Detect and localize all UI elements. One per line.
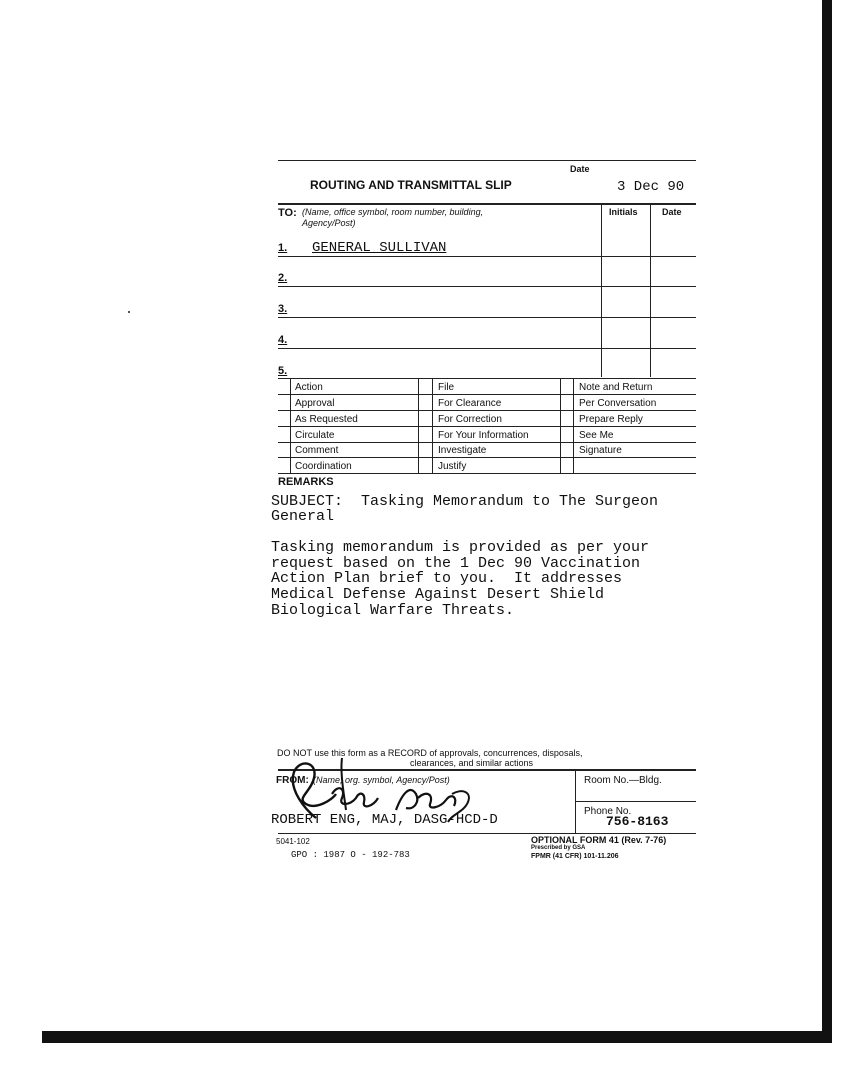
check-rule-6 xyxy=(278,473,696,474)
initials-column-header: Initials xyxy=(609,207,638,217)
slip-date: 3 Dec 90 xyxy=(617,179,685,195)
from-hint: (Name, org. symbol, Agency/Post) xyxy=(313,775,450,785)
body-line-1: Tasking memorandum is provided as per your xyxy=(271,539,650,556)
prescribed-by: Prescribed by GSA xyxy=(531,845,586,851)
row-rule-4 xyxy=(278,348,696,349)
initials-divider xyxy=(601,204,602,377)
date-divider xyxy=(650,204,651,377)
gpo-line: GPO : 1987 O - 192-783 xyxy=(291,850,410,860)
scan-border-right xyxy=(822,0,832,1040)
phone-number[interactable]: 756-8163 xyxy=(606,814,669,829)
row-rule-2 xyxy=(278,286,696,287)
check-item-see-me[interactable]: See Me xyxy=(579,430,614,441)
check-item-circulate[interactable]: Circulate xyxy=(295,430,335,441)
body-line-5: Biological Warfare Threats. xyxy=(271,602,515,619)
check-item-prepare-reply[interactable]: Prepare Reply xyxy=(579,414,643,425)
from-label: FROM: xyxy=(276,775,309,786)
check-item-justify[interactable]: Justify xyxy=(438,461,467,472)
fpmr-reference: FPMR (41 CFR) 101-11.206 xyxy=(531,853,619,860)
check-item-per-conversation[interactable]: Per Conversation xyxy=(579,398,657,409)
check-item-investigate[interactable]: Investigate xyxy=(438,445,487,456)
check-rule-2 xyxy=(278,410,696,411)
title-rule xyxy=(278,203,696,205)
row-rule-5 xyxy=(278,378,696,379)
check-item-for-clearance[interactable]: For Clearance xyxy=(438,398,502,409)
remarks-label: REMARKS xyxy=(278,476,334,488)
check-item-action[interactable]: Action xyxy=(295,382,323,393)
row-number-2: 2. xyxy=(278,272,288,284)
room-phone-rule xyxy=(575,801,696,802)
date-header-label: Date xyxy=(570,164,590,174)
check-item-approval[interactable]: Approval xyxy=(295,398,335,409)
check-item-signature[interactable]: Signature xyxy=(579,445,622,456)
optional-form-id: OPTIONAL FORM 41 (Rev. 7-76) xyxy=(531,835,667,845)
check-rule-4 xyxy=(278,442,696,443)
handwritten-signature xyxy=(276,754,486,826)
check-item-as-requested[interactable]: As Requested xyxy=(295,414,358,425)
phone-label: Phone No. xyxy=(584,806,632,817)
form-stock-number: 5041-102 xyxy=(276,837,310,846)
body-line-2: request based on the 1 Dec 90 Vaccination xyxy=(271,555,641,572)
row-number-1: 1. xyxy=(278,242,288,254)
subject-line-2: General xyxy=(271,508,335,525)
body-line-3: Action Plan brief to you. It addresses xyxy=(271,570,623,587)
record-notice-line-1: DO NOT use this form as a RECORD of approvals, concurrences, disposals, xyxy=(277,748,583,758)
check-item-note-and-return[interactable]: Note and Return xyxy=(579,382,653,393)
check-item-comment[interactable]: Comment xyxy=(295,445,339,456)
check-rule-3 xyxy=(278,426,696,427)
record-notice-line-2: clearances, and similar actions xyxy=(410,758,534,768)
check-item-for-correction[interactable]: For Correction xyxy=(438,414,502,425)
body-line-4: Medical Defense Against Desert Shield xyxy=(271,586,605,603)
check-item-for-your-information[interactable]: For Your Information xyxy=(438,430,529,441)
to-hint: (Name, office symbol, room number, building, Agency/Post) xyxy=(302,207,484,228)
top-rule xyxy=(278,160,696,161)
check-rule-1 xyxy=(278,394,696,395)
check-item-file[interactable]: File xyxy=(438,382,455,393)
date-column-header: Date xyxy=(662,207,682,217)
from-name[interactable]: ROBERT ENG, MAJ, DASG-HCD-D xyxy=(271,812,498,828)
to-label: TO: xyxy=(278,207,297,219)
row-number-4: 4. xyxy=(278,334,288,346)
form-title: ROUTING AND TRANSMITTAL SLIP xyxy=(310,178,512,192)
scan-speck xyxy=(128,311,130,313)
room-bldg-label: Room No.—Bldg. xyxy=(584,775,662,786)
row-rule-1 xyxy=(278,256,696,257)
row-number-3: 3. xyxy=(278,303,288,315)
check-rule-5 xyxy=(278,457,696,458)
from-bottom-rule xyxy=(278,833,696,834)
scan-border-bottom xyxy=(42,1031,832,1043)
row-number-5: 5. xyxy=(278,365,288,377)
check-item-coordination[interactable]: Coordination xyxy=(295,461,352,472)
recipient-1[interactable]: GENERAL SULLIVAN xyxy=(312,240,447,256)
row-rule-3 xyxy=(278,317,696,318)
subject-line-1: SUBJECT: Tasking Memorandum to The Surgeon xyxy=(271,493,659,510)
